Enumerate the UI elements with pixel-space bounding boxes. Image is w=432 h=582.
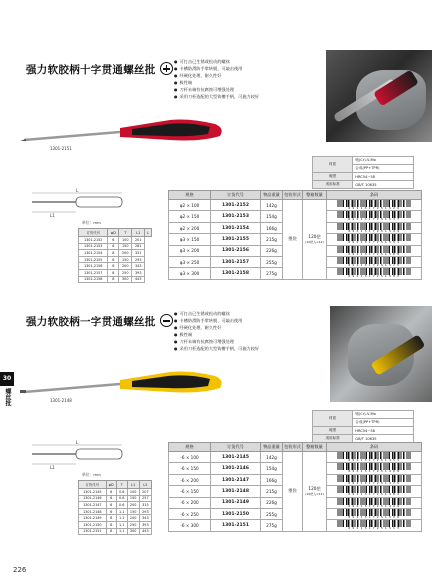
spec-cell: φ2 × 200 — [169, 222, 211, 233]
section-title: 强力软胶柄一字贯通螺丝批 — [26, 314, 173, 329]
order-code-cell: 1301-2153 — [211, 211, 261, 222]
dim-header: L2 — [139, 481, 151, 489]
table-row — [169, 452, 422, 463]
screwdriver-shaft — [24, 384, 120, 392]
barcode-number: 6 9 2 1 3 1 7 2 5 1 5 3 7 — [348, 217, 400, 222]
barcode-number: 6 9 2 1 3 1 7 2 5 1 4 9 9 — [348, 503, 400, 508]
spec-key: 适用标准 — [313, 435, 353, 443]
spec-cell: φ3 × 250 — [169, 257, 211, 268]
dim-cell: 8 — [106, 528, 116, 535]
order-code-cell: 1301-2150 — [211, 509, 261, 520]
dim-cell: 343 — [139, 515, 151, 522]
dim-label-l: L — [76, 188, 79, 193]
dim-cell: 1301-2157 — [79, 269, 108, 276]
weight-cell: 226g — [261, 497, 283, 508]
dim-label-l1: L1 — [50, 213, 55, 218]
dim-cell: 8 — [106, 515, 116, 522]
table-header: 整箱数量 — [303, 443, 327, 452]
table-header: 包装形式 — [283, 443, 303, 452]
barcode-number: 6 9 2 1 3 1 7 2 5 1 5 4 4 — [348, 228, 400, 233]
section-title: 强力软胶柄十字贯通螺丝批 — [26, 62, 173, 77]
barcode-number: 6 9 2 1 3 1 7 2 5 1 4 8 2 — [348, 492, 400, 497]
feature-item: ● 卡槽防滑防手掌转脱、可敲击使用 — [174, 65, 259, 72]
product-table — [168, 190, 422, 280]
order-code-cell: 1301-2156 — [211, 245, 261, 256]
feature-item: ● 采用刀杆选配的大型钩槽手柄，可施力较好 — [174, 93, 259, 100]
spec-value: 合成(PP+TPR) — [353, 165, 414, 173]
dim-cell: 1301-2150 — [79, 521, 107, 528]
dim-cell: 0.6 — [116, 502, 127, 509]
barcode-cell — [327, 474, 422, 485]
drawing-code: 1301-2151 — [50, 146, 72, 151]
barcode-cell — [327, 509, 422, 520]
weight-cell: 215g — [261, 234, 283, 245]
order-code-cell: 1301-2154 — [211, 222, 261, 233]
spec-key: 硬度 — [313, 427, 353, 435]
barcode-cell — [327, 211, 422, 222]
barcode-cell — [327, 452, 422, 463]
spec-value: HRC54~58 — [353, 173, 414, 181]
dim-row — [79, 269, 152, 276]
spec-cell: -6 × 150 — [169, 463, 211, 474]
dim-header: φD — [106, 481, 116, 489]
weight-cell: 154g — [261, 211, 283, 222]
packaging-cell: 塑袋 — [283, 200, 303, 280]
spec-cell: -6 × 100 — [169, 452, 211, 463]
dim-cell: 100 — [127, 489, 139, 496]
dim-row — [79, 263, 152, 270]
dim-cell: 1301-2146 — [79, 495, 107, 502]
barcode-cell — [327, 257, 422, 268]
order-code-cell: 1301-2146 — [211, 463, 261, 474]
dim-row — [79, 256, 152, 263]
barcode-cell — [327, 245, 422, 256]
weight-cell: 275g — [261, 268, 283, 279]
dim-cell: 250 — [119, 269, 132, 276]
barcode-number: 6 9 2 1 3 1 7 2 5 1 5 1 3 — [348, 526, 400, 531]
spec-key: 材质 — [313, 157, 353, 173]
barcode-cell — [327, 222, 422, 233]
spec-cell: φ3 × 150 — [169, 234, 211, 245]
dim-row — [79, 508, 152, 515]
barcode-cell — [327, 268, 422, 279]
dim-cell: 1.1 — [116, 528, 127, 535]
box-quantity-cell — [303, 452, 327, 532]
dim-cell: 0.6 — [116, 489, 127, 496]
barcode-number: 6 9 2 1 3 1 7 2 5 1 4 5 1 — [348, 458, 400, 462]
dim-cell: 1301-2151 — [79, 528, 107, 535]
dim-cell: 150 — [119, 243, 132, 250]
order-code-cell: 1301-2147 — [211, 474, 261, 485]
spec-cell: -6 × 200 — [169, 474, 211, 485]
dim-row — [79, 250, 152, 257]
barcode-cell — [327, 234, 422, 245]
dim-cell: 393 — [132, 269, 145, 276]
dim-cell: 1.1 — [116, 508, 127, 515]
dim-cell: 8 — [106, 521, 116, 528]
dim-cell: 8 — [108, 269, 119, 276]
dim-cell: 6 — [106, 489, 116, 496]
dimension-diagram — [28, 188, 128, 218]
weight-cell: 275g — [261, 520, 283, 531]
dim-cell: 1.1 — [116, 521, 127, 528]
unit-note: 单位：mm — [82, 472, 101, 477]
spec-key: 硬度 — [313, 173, 353, 181]
screwdriver-shaft — [24, 132, 120, 140]
weight-cell: 166g — [261, 474, 283, 485]
feature-item: ● 可打击已生锈或松动的螺丝 — [174, 310, 259, 317]
screwdriver-tip — [20, 390, 26, 393]
barcode-number: 6 9 2 1 3 1 7 2 5 1 4 7 5 — [348, 480, 400, 485]
weight-cell: 255g — [261, 257, 283, 268]
spec-cell: φ3 × 200 — [169, 245, 211, 256]
table-header: 条码 — [327, 443, 422, 452]
dim-cell: 443 — [139, 528, 151, 535]
dim-label-l1: L1 — [50, 465, 55, 470]
dim-cell: 6 — [106, 508, 116, 515]
spec-cell: -6 × 200 — [169, 497, 211, 508]
page-number: 226 — [13, 566, 27, 574]
box-quantity-note: (10把入×12) — [305, 240, 324, 245]
box-quantity-note: (10把入×12) — [305, 492, 324, 497]
weight-cell: 154g — [261, 463, 283, 474]
spec-key: 材质 — [313, 411, 353, 427]
dim-row — [79, 276, 152, 283]
table-header: 整箱数量 — [303, 191, 327, 200]
dim-cell: 1301-2148 — [79, 508, 107, 515]
dim-cell: 1301-2158 — [79, 276, 108, 283]
dimension-table — [78, 480, 152, 535]
dim-row — [79, 502, 152, 509]
dim-cell: 200 — [119, 263, 132, 270]
barcode-number: 6 9 2 1 3 1 7 2 5 1 5 7 5 — [348, 263, 400, 268]
dim-label-l: L — [76, 440, 79, 445]
weight-cell: 215g — [261, 486, 283, 497]
barcode-number: 6 9 2 1 3 1 7 2 5 1 5 8 2 — [348, 274, 400, 279]
weight-cell: 142g — [261, 452, 283, 463]
barcode-number: 6 9 2 1 3 1 7 2 5 1 5 2 0 — [348, 206, 400, 210]
spec-value: HRC54~58 — [353, 427, 414, 435]
order-code-cell: 1301-2155 — [211, 234, 261, 245]
feature-item: ● 极性端 — [174, 331, 259, 338]
dim-cell: 257 — [139, 495, 151, 502]
box-quantity: 120把 — [308, 486, 321, 492]
dim-cell: 1301-2147 — [79, 502, 107, 509]
dim-cell: 300 — [127, 528, 139, 535]
feature-item: ● 经硬化处理，耐久性好 — [174, 72, 259, 79]
dim-cell: 393 — [139, 521, 151, 528]
table-header: 物品重量 — [261, 443, 283, 452]
spec-value: 铬(Cr)-V-Mo — [353, 157, 414, 165]
product-in-use-photo — [326, 50, 432, 142]
order-code-cell: 1301-2145 — [211, 452, 261, 463]
dim-row — [79, 495, 152, 502]
dim-cell: 100 — [119, 237, 132, 244]
chapter-tab-label: 螺丝批 — [4, 388, 11, 406]
barcode-number: 6 9 2 1 3 1 7 2 5 1 5 5 1 — [348, 240, 400, 245]
spec-table — [312, 156, 414, 189]
feature-item: ● 刀杆末端有抗腐蚀可增强处理 — [174, 86, 259, 93]
phillips-screwdriver-image — [20, 110, 230, 160]
chapter-tab-number: 30 — [0, 372, 14, 386]
dim-cell: 0.6 — [116, 495, 127, 502]
slotted-minus-icon — [160, 314, 173, 327]
barcode-number: 6 9 2 1 3 1 7 2 5 1 5 0 6 — [348, 515, 400, 520]
dim-cell: 281 — [132, 243, 145, 250]
dim-row — [79, 243, 152, 250]
weight-cell: 226g — [261, 245, 283, 256]
table-header: 物品重量 — [261, 191, 283, 200]
dim-cell: 6 — [108, 256, 119, 263]
spec-cell: -6 × 300 — [169, 520, 211, 531]
spec-value: 铬(Cr)-V-Mo — [353, 411, 414, 419]
dim-cell: 1.1 — [116, 515, 127, 522]
dim-cell: 201 — [132, 237, 145, 244]
product-table — [168, 442, 422, 532]
spec-key: 适用标准 — [313, 181, 353, 189]
dim-cell: 1301-2145 — [79, 489, 107, 496]
feature-item: ● 经硬化处理，耐久性好 — [174, 324, 259, 331]
spec-cell: φ2 × 150 — [169, 211, 211, 222]
spec-value: GB/T 10635 — [353, 181, 414, 189]
dim-cell: 6 — [106, 502, 116, 509]
dim-cell: 207 — [139, 489, 151, 496]
barcode-cell — [327, 486, 422, 497]
table-header: 规格 — [169, 443, 211, 452]
dim-cell: 1301-2149 — [79, 515, 107, 522]
product-in-use-photo — [330, 306, 432, 402]
feature-item: ● 卡槽防滑防手掌转脱、可敲击使用 — [174, 317, 259, 324]
slotted-screwdriver-image — [20, 362, 230, 412]
dim-cell: 1301-2152 — [79, 237, 108, 244]
dim-cell: 6 — [108, 237, 119, 244]
order-code-cell: 1301-2149 — [211, 497, 261, 508]
dim-cell: 1301-2156 — [79, 263, 108, 270]
dim-cell: 300 — [119, 276, 132, 283]
dim-cell: 331 — [132, 250, 145, 257]
dim-cell: 315 — [139, 502, 151, 509]
dimension-diagram — [28, 440, 128, 470]
dim-row — [79, 489, 152, 496]
order-code-cell: 1301-2151 — [211, 520, 261, 531]
order-code-cell: 1301-2158 — [211, 268, 261, 279]
dim-cell: 6 — [106, 495, 116, 502]
barcode-cell — [327, 463, 422, 474]
weight-cell: 255g — [261, 509, 283, 520]
dim-cell: 343 — [132, 263, 145, 270]
dim-header: T — [116, 481, 127, 489]
spec-table — [312, 410, 414, 443]
dim-cell: 200 — [119, 250, 132, 257]
dim-cell: 1301-2153 — [79, 243, 108, 250]
table-header: 订货代号 — [211, 191, 261, 200]
feature-item: ● 可打击已生锈或松动的螺丝 — [174, 58, 259, 65]
dim-header: φD — [108, 229, 119, 237]
feature-list — [174, 310, 259, 352]
dim-header: 订货代号 — [79, 229, 108, 237]
dim-header: 订货代号 — [79, 481, 107, 489]
dim-cell: 150 — [127, 508, 139, 515]
order-code-cell: 1301-2157 — [211, 257, 261, 268]
dim-row — [79, 521, 152, 528]
barcode-cell — [327, 520, 422, 531]
dim-cell: 1301-2155 — [79, 256, 108, 263]
barcode-cell — [327, 200, 422, 211]
feature-list — [174, 58, 259, 100]
barcode-cell — [327, 497, 422, 508]
dim-header: L1 — [127, 481, 139, 489]
box-quantity-cell — [303, 200, 327, 280]
table-header: 条码 — [327, 191, 422, 200]
dim-cell: 293 — [139, 508, 151, 515]
unit-note: 单位：mm — [82, 220, 101, 225]
spec-cell: -6 × 150 — [169, 486, 211, 497]
dimension-table — [78, 228, 152, 283]
phillips-cross-icon — [160, 62, 173, 75]
dim-header: L1 — [132, 229, 145, 237]
table-header: 包装形式 — [283, 191, 303, 200]
packaging-cell: 塑袋 — [283, 452, 303, 532]
table-row — [169, 200, 422, 211]
drawing-code: 1301-2148 — [50, 398, 72, 403]
dim-row — [79, 528, 152, 535]
table-header: 规格 — [169, 191, 211, 200]
order-code-cell: 1301-2152 — [211, 200, 261, 211]
dim-cell: 6 — [108, 243, 119, 250]
dim-header: T — [119, 229, 132, 237]
barcode-number: 6 9 2 1 3 1 7 2 5 1 4 6 8 — [348, 469, 400, 474]
dim-cell: 150 — [127, 495, 139, 502]
dim-cell: 200 — [127, 502, 139, 509]
spec-cell: -6 × 250 — [169, 509, 211, 520]
weight-cell: 142g — [261, 200, 283, 211]
dim-cell: 8 — [108, 250, 119, 257]
dim-cell: 150 — [119, 256, 132, 263]
order-code-cell: 1301-2148 — [211, 486, 261, 497]
table-header: 订货代号 — [211, 443, 261, 452]
dim-cell: 293 — [132, 256, 145, 263]
dim-header: L — [145, 229, 152, 237]
box-quantity: 120把 — [308, 234, 321, 240]
dim-cell: 250 — [127, 521, 139, 528]
barcode-number: 6 9 2 1 3 1 7 2 5 1 5 6 8 — [348, 251, 400, 256]
dim-row — [79, 515, 152, 522]
dim-cell: 8 — [108, 263, 119, 270]
dim-cell: 200 — [127, 515, 139, 522]
spec-value: GB/T 10635 — [353, 435, 414, 443]
feature-item: ● 刀杆末端有抗腐蚀可增强处理 — [174, 338, 259, 345]
spec-cell: φ2 × 100 — [169, 200, 211, 211]
dim-cell: 1301-2154 — [79, 250, 108, 257]
dim-cell: 443 — [132, 276, 145, 283]
dim-row — [79, 237, 152, 244]
feature-item: ● 极性端 — [174, 79, 259, 86]
feature-item: ● 采用刀杆选配的大型钩槽手柄，可施力较好 — [174, 345, 259, 352]
weight-cell: 166g — [261, 222, 283, 233]
screwdriver-tip — [20, 139, 26, 141]
dim-cell: 8 — [108, 276, 119, 283]
spec-value: 合成(PP+TPR) — [353, 419, 414, 427]
spec-cell: φ3 × 300 — [169, 268, 211, 279]
